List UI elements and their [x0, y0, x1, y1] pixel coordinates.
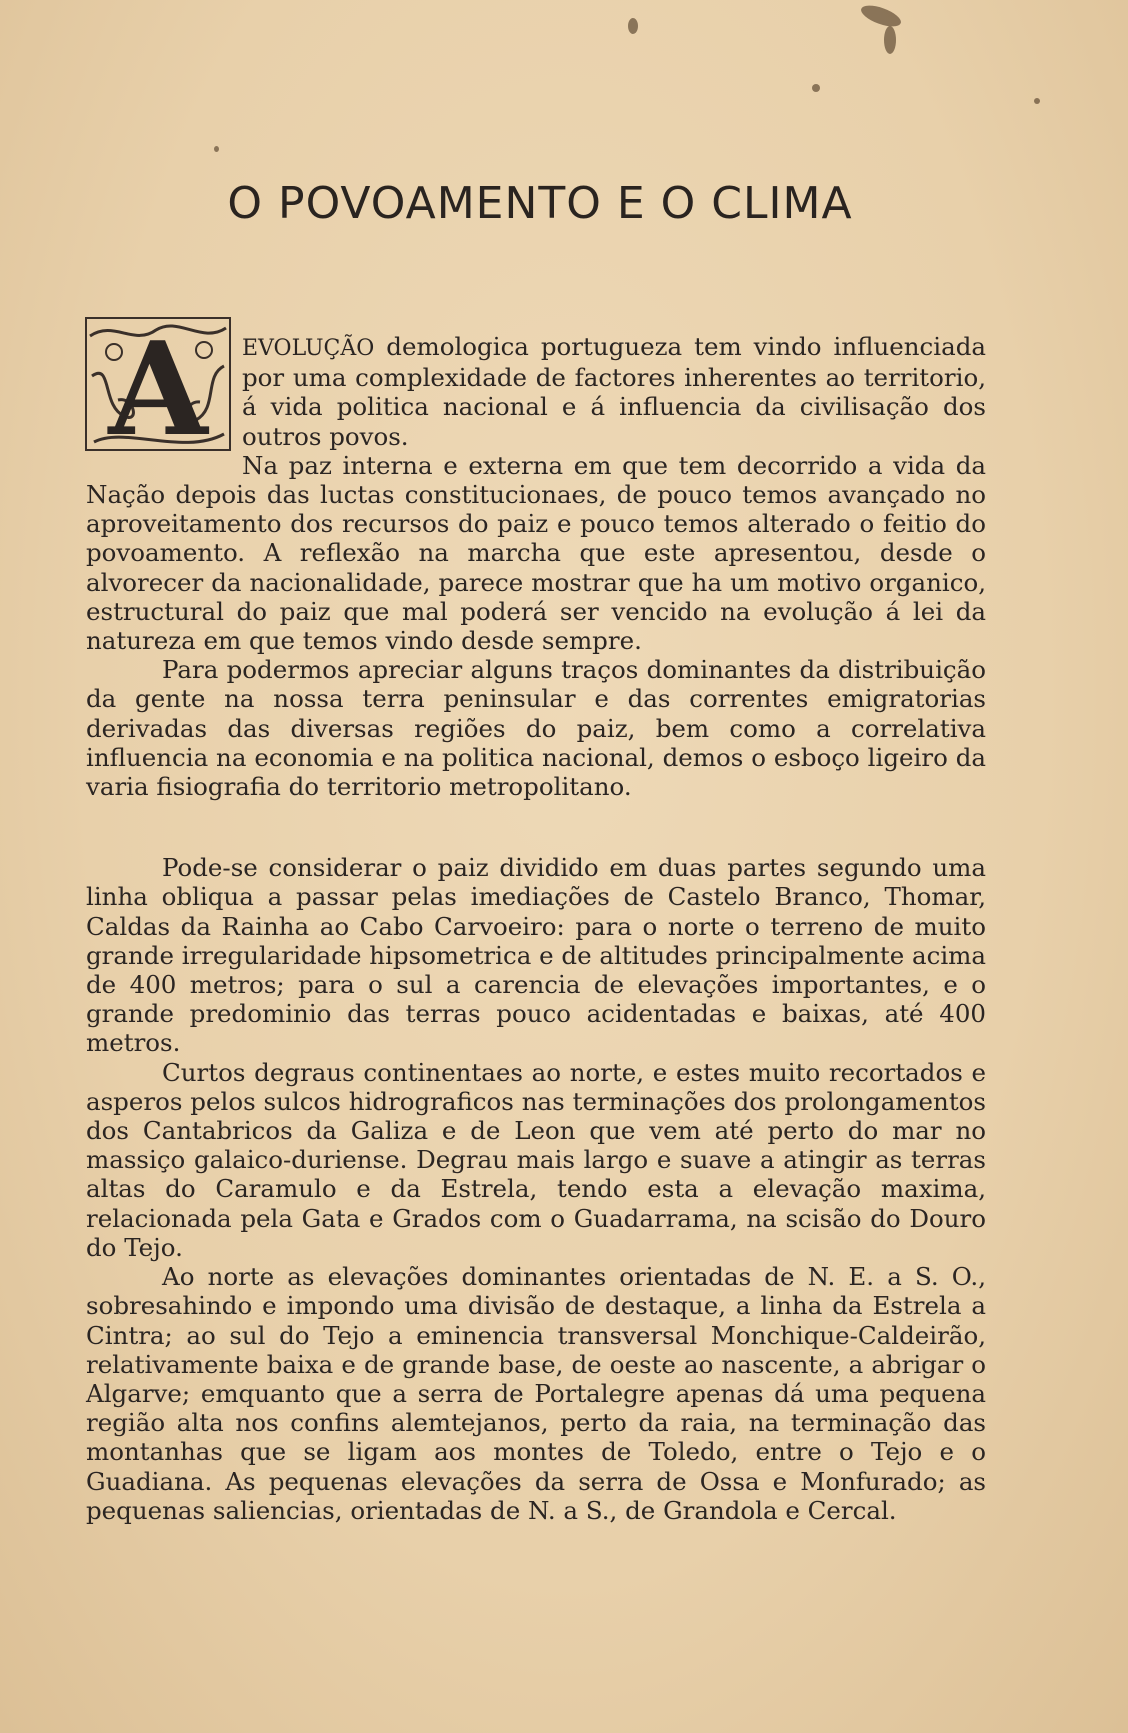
paragraph-text: demologica portugueza tem vindo influenciada por uma complexidade de factores inherentes ao territorio, á vida politica nacional e á influencia da civilisação dos outros povos. [242, 332, 986, 451]
paragraph [86, 316, 986, 454]
ink-stain [214, 146, 219, 152]
paragraph: Para podermos apreciar alguns traços dominantes da distribuição da gente na nossa terra peninsular e das correntes emigratorias derivadas das diversas regiões do paiz, bem como a correlativa influencia na economia e na politica nacional, demos o esboço ligeiro da varia fisiografia do territorio metropolitano. [86, 655, 986, 802]
intro-word: EVOLUÇÃO [242, 336, 375, 361]
article-body [86, 316, 986, 1525]
paragraph: Ao norte as elevações dominantes orientadas de N. E. a S. O., sobresahindo e impondo uma divisão de destaque, a linha da Estrela a Cintra; ao sul do Tejo a eminencia transversal Monchique-Caldeirão, relativamente baixa e de grande base, de oeste ao nascente, a abrigar o Algarve; emquanto que a serra de Portalegre apenas dá uma pequena região alta nos confins alemtejanos, perto da raia, na terminação das montanhas que se ligam aos montes de Toledo, entre o Tejo e o Guadiana. As pequenas elevações da serra de Ossa e Monfurado; as pequenas saliencias, orientadas de N. a S., de Grandola e Cercal. [86, 1262, 986, 1525]
ink-stain [628, 18, 638, 34]
paragraph: Pode-se considerar o paiz dividido em duas partes segundo uma linha obliqua a passar pelas imediações de Castelo Branco, Thomar, Caldas da Rainha ao Cabo Carvoeiro: para o norte o terreno de muito grande irregularidade hipsometrica e de altitudes principalmente acima de 400 metros; para o sul a carencia de elevações importantes, e o grande predominio das terras pouco acidentadas e baixas, até 400 metros. [86, 853, 986, 1058]
page-title: O POVOAMENTO E O CLIMA [227, 178, 853, 229]
ink-stain [884, 26, 896, 54]
paragraph: Curtos degraus continentaes ao norte, e estes muito recortados e asperos pelos sulcos hidrograficos nas terminações dos prolongamentos dos Cantabricos da Galiza e de Leon que vem até perto do mar no massiço galaico-duriense. Degrau mais largo e suave a atingir as terras altas do Caramulo e da Estrela, tendo esta a elevação maxima, relacionada pela Gata e Grados com o Guadarrama, na scisão do Douro do Tejo. [86, 1057, 986, 1262]
ink-stain [1034, 98, 1040, 104]
ink-stain [812, 84, 820, 92]
ink-stain [859, 1, 904, 30]
decorated-initial-A-icon [84, 316, 232, 454]
section-break [86, 801, 986, 853]
paragraph: Na paz interna e externa em que tem decorrido a vida da Nação depois das luctas constitucionaes, de pouco temos avançado no aproveitamento dos recursos do paiz e pouco temos alterado o feitio do povoamento. A reflexão na marcha que este apresentou, desde o alvorecer da nacionalidade, parece mostrar que ha um motivo organico, estructural do paiz que mal poderá ser vencido na evolução á lei da natureza em que temos vindo desde sempre. [86, 450, 986, 656]
svg-text:A: A [108, 316, 208, 454]
